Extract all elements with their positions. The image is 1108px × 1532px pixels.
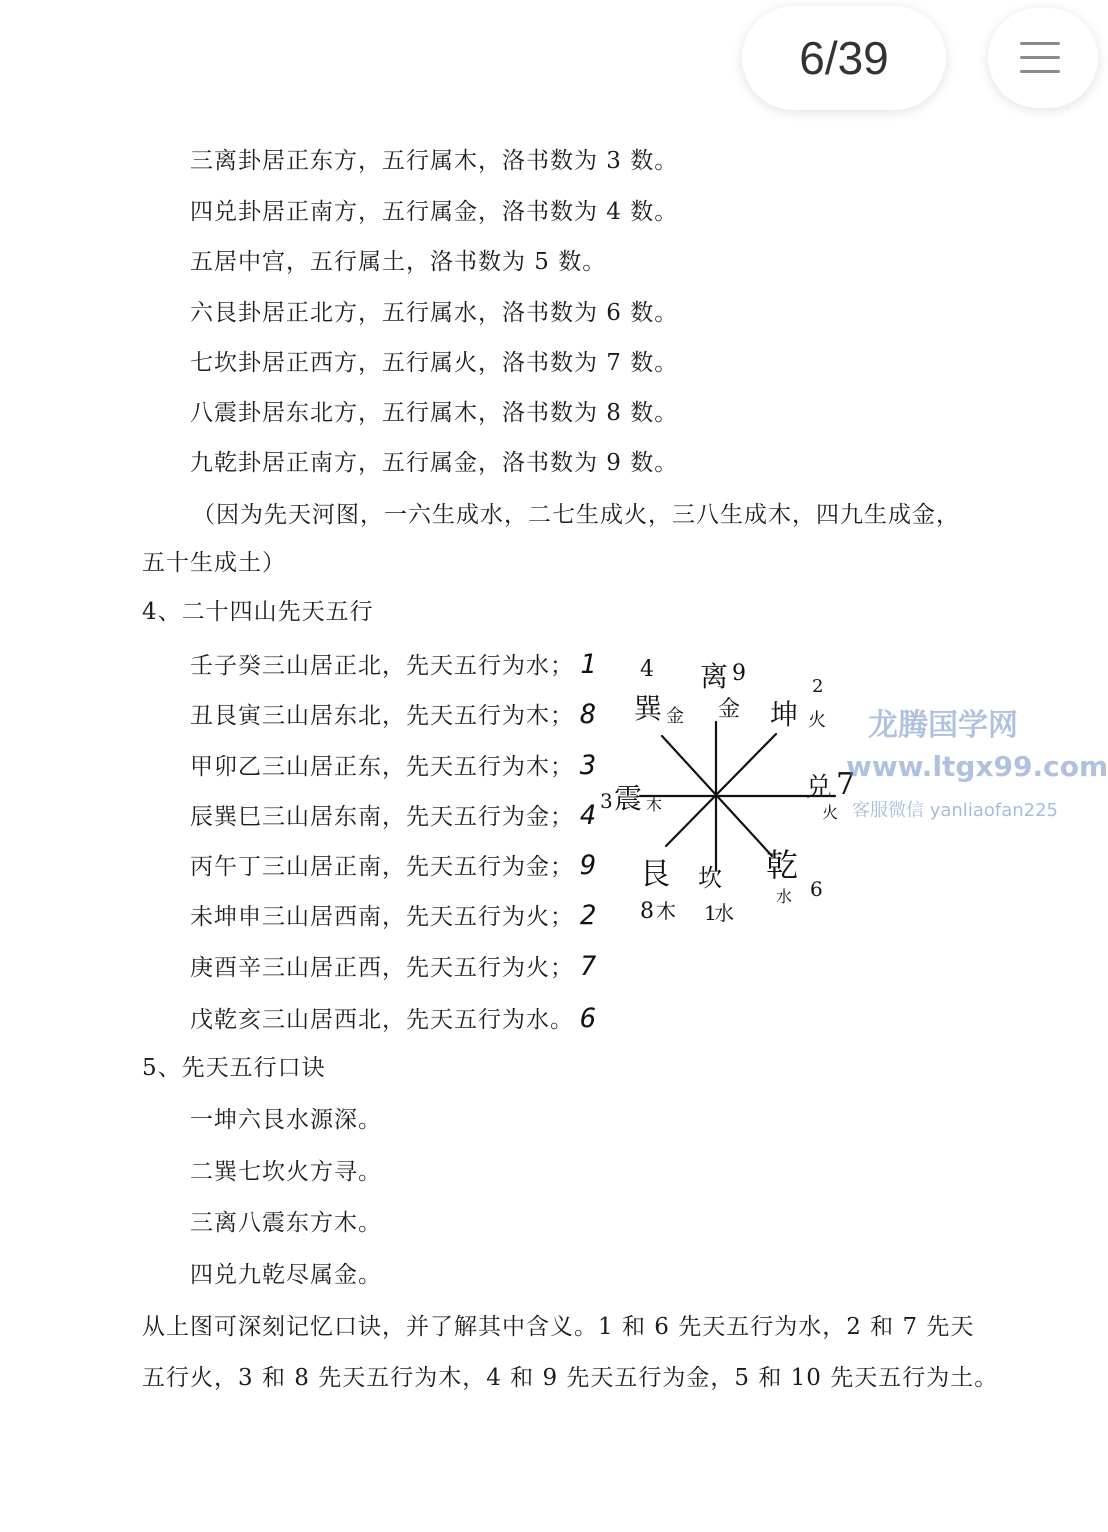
text-line: 七坎卦居正西方，五行属火，洛书数为 7 数。 (190, 350, 679, 376)
trigram-number: 3 (600, 789, 613, 813)
watermark-title: 龙腾国学网 (868, 708, 1018, 743)
hamburger-menu-icon (1020, 42, 1060, 74)
mountain-line: 未坤申三山居西南，先天五行为火； 2 (190, 900, 598, 931)
trigram-element: 金 (666, 706, 684, 727)
trigram-number: 6 (810, 877, 823, 901)
trigram-number: 4 (640, 657, 654, 682)
trigram-name: 乾 (766, 846, 799, 884)
trigram-element: 火 (808, 710, 826, 731)
handwritten-number: 7 (580, 951, 598, 982)
mountain-line: 庚酉辛三山居正西，先天五行为火； 7 (190, 951, 598, 982)
trigram-name: 坤 (770, 698, 799, 731)
text-line: 六艮卦居正北方，五行属水，洛书数为 6 数。 (190, 300, 679, 326)
diagram-line-diagonal (666, 734, 776, 846)
menu-button[interactable] (988, 8, 1098, 108)
trigram-element: 木 (646, 795, 663, 814)
page-indicator[interactable]: 6/39 (742, 6, 946, 110)
trigram-name: 艮 (640, 857, 670, 892)
handwritten-number: 6 (580, 1003, 598, 1034)
trigram-number: 2 (812, 676, 824, 697)
text-line: 九乾卦居正南方，五行属金，洛书数为 9 数。 (190, 450, 679, 476)
trigram-number: 9 (732, 661, 746, 686)
text-line: 三离卦居正东方，五行属木，洛书数为 3 数。 (190, 148, 679, 174)
handwritten-number: 8 (580, 699, 598, 730)
bagua-diagram (600, 650, 860, 930)
mountain-line: 戊乾亥三山居西北，先天五行为水。 6 (190, 1003, 598, 1034)
text-line: 四兑卦居正南方，五行属金，洛书数为 4 数。 (190, 199, 679, 225)
handwritten-number: 1 (580, 649, 598, 680)
mountain-line: 甲卯乙三山居正东，先天五行为木； 3 (190, 750, 598, 781)
trigram-name: 兑 (806, 773, 833, 803)
handwritten-number: 9 (580, 850, 598, 881)
trigram-number: 7 (836, 767, 856, 802)
section-heading: 5、先天五行口诀 (142, 1055, 326, 1081)
trigram-number: 1 (704, 901, 717, 925)
trigram-name: 坎 (698, 864, 722, 892)
mountain-line: 辰巽巳三山居东南，先天五行为金； 4 (190, 800, 598, 831)
trigram-element: 水 (776, 887, 793, 906)
trigram-number: 8 (640, 899, 654, 924)
trigram-name: 巽 (634, 692, 663, 725)
note-line: 五十生成土） (142, 550, 286, 576)
trigram-element: 水 (714, 901, 734, 925)
verse-line: 二巽七坎火方寻。 (190, 1159, 382, 1185)
mountain-line: 丑艮寅三山居东北，先天五行为木； 8 (190, 699, 598, 730)
note-line: （因为先天河图，一六生成水，二七生成火，三八生成木，四九生成金， (192, 502, 960, 528)
summary-line: 从上图可深刻记忆口诀，并了解其中含义。1 和 6 先天五行为水，2 和 7 先天 (142, 1314, 975, 1340)
trigram-name: 离 (700, 660, 729, 693)
handwritten-number: 2 (580, 900, 598, 931)
section-heading: 4、二十四山先天五行 (142, 599, 374, 625)
mountain-line: 壬子癸三山居正北，先天五行为水； 1 (190, 649, 598, 680)
verse-line: 四兑九乾尽属金。 (190, 1262, 382, 1288)
trigram-element: 金 (718, 697, 741, 722)
verse-line: 一坤六艮水源深。 (190, 1107, 382, 1133)
handwritten-number: 3 (580, 750, 598, 781)
watermark-url: www.ltgx99.com (846, 750, 1108, 783)
handwritten-number: 4 (580, 800, 598, 831)
trigram-element: 木 (656, 899, 676, 923)
mountain-line: 丙午丁三山居正南，先天五行为金； 9 (190, 850, 598, 881)
verse-line: 三离八震东方木。 (190, 1210, 382, 1236)
trigram-element: 火 (822, 803, 839, 822)
summary-line: 五行火，3 和 8 先天五行为木，4 和 9 先天五行为金，5 和 10 先天五行为土。 (142, 1365, 999, 1391)
text-line: 五居中宫，五行属土，洛书数为 5 数。 (190, 249, 607, 275)
text-line: 八震卦居东北方，五行属木，洛书数为 8 数。 (190, 400, 679, 426)
watermark-contact: 客服微信 yanliaofan225 (852, 800, 1058, 821)
trigram-name: 震 (614, 782, 643, 815)
